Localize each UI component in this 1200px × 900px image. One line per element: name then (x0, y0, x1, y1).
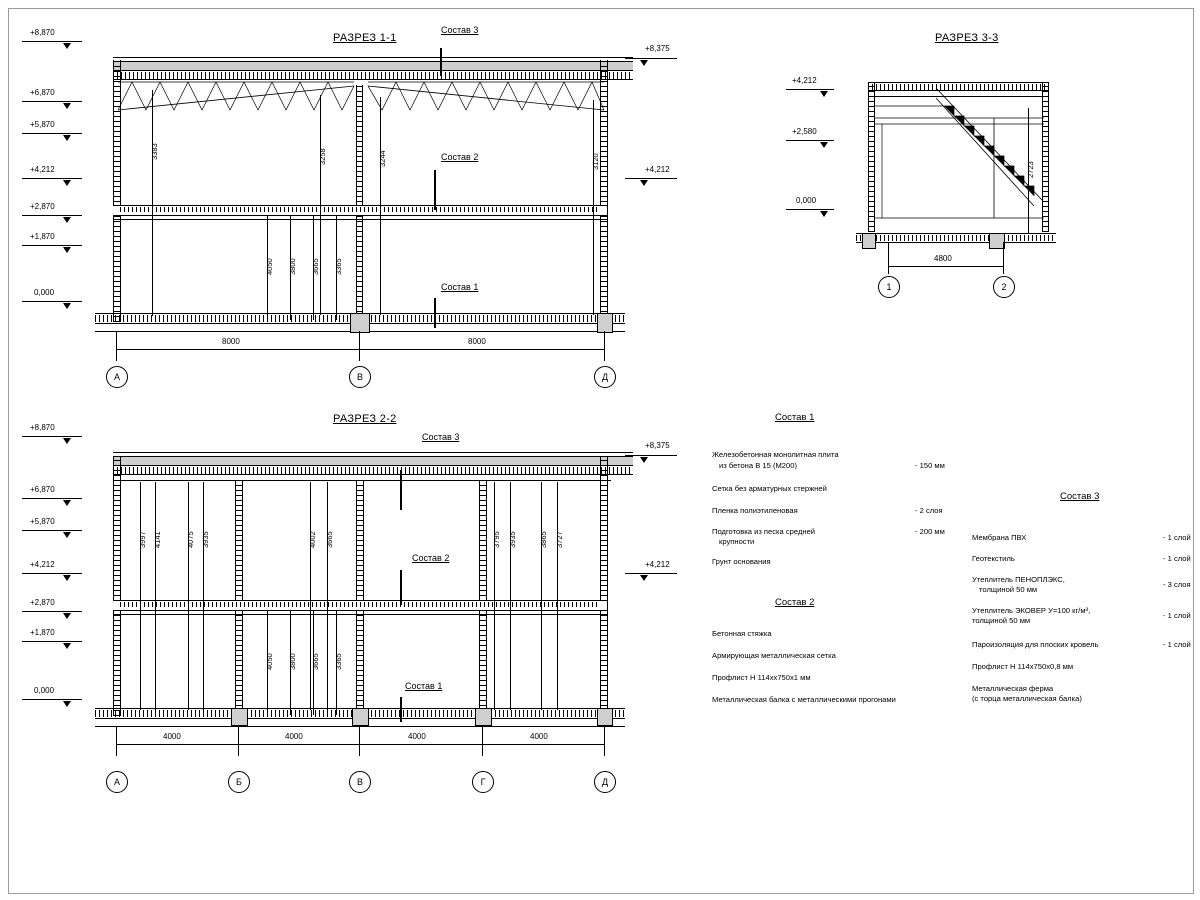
legend-1-item-0: Железобетонная монолитная плита (712, 450, 839, 459)
column-edge (363, 480, 364, 716)
dim-value: 3665 (325, 531, 334, 548)
footing-pad (352, 708, 369, 726)
level-mark: +4,212 (792, 76, 817, 85)
level-line (625, 573, 677, 574)
dim-value: 4050 (265, 258, 274, 275)
level-mark: +6,870 (30, 485, 55, 494)
level-line (22, 178, 82, 179)
roof-top-line (113, 452, 633, 453)
dim-value: 3935 (201, 531, 210, 548)
legend-3-value-2: - 3 слоя (1163, 580, 1191, 589)
level-line (22, 301, 82, 302)
column-edge (242, 480, 243, 716)
callout-leader (440, 48, 442, 76)
level-line (625, 178, 677, 179)
dim-line (380, 97, 381, 315)
dim-value: 3665 (311, 653, 320, 670)
footing-pad (597, 313, 613, 333)
column-edge (607, 456, 608, 716)
legend-1-item-0b: из бетона В 15 (М200) (719, 461, 797, 470)
callout-sostav-3: Состав 3 (422, 432, 460, 442)
roof-deck-line (113, 474, 633, 475)
level-arrow-icon (640, 180, 648, 186)
dim-value: 4002 (308, 531, 317, 548)
level-arrow-icon (63, 180, 71, 186)
legend-3-item-3: Утеплитель ЭКОВЕР У=100 кг/м³, (972, 606, 1091, 615)
column-axis-a (113, 60, 120, 322)
level-mark: 0,000 (34, 288, 55, 297)
span-dim-value: 4000 (163, 732, 181, 741)
level-line (22, 215, 82, 216)
dim-value: 4141 (153, 531, 162, 548)
axis-line (238, 726, 239, 756)
level-line (786, 89, 834, 90)
dim-value: 3665 (311, 258, 320, 275)
callout-sostav-2: Состав 2 (441, 152, 479, 162)
level-line (22, 498, 82, 499)
section-3-3-title: РАЗРЕЗ 3-3 (935, 32, 999, 44)
legend-1-item-1: Сетка без арматурных стержней (712, 484, 827, 493)
dim-value: 3865 (539, 531, 548, 548)
stair-flight (874, 88, 1049, 233)
callout-sostav-3: Состав 3 (441, 25, 479, 35)
level-arrow-icon (820, 91, 828, 97)
legend-3-item-2b: толщиной 50 мм (979, 585, 1038, 594)
dim-line (494, 482, 495, 710)
dim-line (593, 100, 594, 315)
dim-value: 3795 (492, 531, 501, 548)
axis-line (359, 331, 360, 361)
dim-line (557, 482, 558, 710)
level-line (22, 611, 82, 612)
dim-line (155, 482, 156, 710)
axis-bubble-v: В (349, 771, 371, 793)
level-arrow-icon (640, 60, 648, 66)
roof-truss-right (368, 80, 608, 118)
level-arrow-icon (63, 103, 71, 109)
legend-2-title: Состав 2 (775, 597, 815, 608)
level-mark-right: +8,375 (645, 441, 670, 450)
column-edge (113, 60, 114, 322)
ground-base-line (95, 726, 625, 727)
column-edge (600, 456, 601, 716)
level-arrow-icon (63, 217, 71, 223)
level-line (22, 245, 82, 246)
s33-ground-top (856, 233, 1056, 234)
level-arrow-icon (63, 247, 71, 253)
callout-leader (400, 570, 402, 605)
level-line (22, 530, 82, 531)
dim-value: 3383 (150, 143, 159, 160)
level-line (786, 140, 834, 141)
level-mark-right: +4,212 (645, 560, 670, 569)
roof-top-line (113, 57, 633, 58)
axis-bubble-1: 1 (878, 276, 900, 298)
dim-value: 3258 (318, 148, 327, 165)
span-dim-value: 8000 (468, 337, 486, 346)
column-edge (120, 456, 121, 716)
level-line (22, 133, 82, 134)
span-dim-line (888, 266, 1003, 267)
dim-line (140, 482, 141, 710)
legend-3-item-6: Металлическая ферма (972, 684, 1054, 693)
legend-3-item-0: Мембрана ПВХ (972, 533, 1027, 542)
level-line (22, 436, 82, 437)
dim-value: 3997 (138, 531, 147, 548)
callout-sostav-2: Состав 2 (412, 553, 450, 563)
level-mark: +6,870 (30, 88, 55, 97)
level-mark: +8,870 (30, 423, 55, 432)
dim-value: 3244 (378, 150, 387, 167)
level-arrow-icon (63, 532, 71, 538)
legend-3-value-0: - 1 слой (1163, 533, 1191, 542)
axis-bubble-2: 2 (993, 276, 1015, 298)
axis-line (888, 242, 889, 274)
column-edge (362, 85, 363, 322)
dim-line (541, 482, 542, 710)
roof-truss-left (118, 80, 358, 118)
legend-3-item-3b: толщиной 50 мм (972, 616, 1031, 625)
level-arrow-icon (640, 457, 648, 463)
dim-value: 4075 (186, 531, 195, 548)
roof-slab (113, 61, 633, 71)
callout-sostav-1: Состав 1 (405, 681, 443, 691)
column-edge (120, 60, 121, 322)
axis-bubble-g: Г (472, 771, 494, 793)
level-arrow-icon (63, 613, 71, 619)
column-edge (479, 480, 480, 716)
dim-value: 3935 (508, 531, 517, 548)
legend-2-item-1: Армирующая металлическая сетка (712, 651, 836, 660)
roof-deck-hatch (113, 467, 633, 474)
legend-1-value-3: - 200 мм (915, 527, 945, 536)
axis-line (1003, 242, 1004, 274)
callout-sostav-1: Состав 1 (441, 282, 479, 292)
section-1-1-title: РАЗРЕЗ 1-1 (333, 32, 397, 44)
legend-1-title: Состав 1 (775, 412, 815, 423)
s33-top-line (868, 82, 1048, 83)
level-line (786, 209, 834, 210)
column-axis-d (600, 60, 607, 322)
legend-1-item-2: Пленка полиэтиленовая (712, 506, 798, 515)
legend-3-value-4: - 1 слой (1163, 640, 1191, 649)
callout-leader (434, 170, 436, 210)
callout-leader (400, 470, 402, 510)
legend-2-item-2: Профлист Н 114хх750х1 мм (712, 673, 811, 682)
legend-1-value-0: - 150 мм (915, 461, 945, 470)
legend-3-value-1: - 1 слой (1163, 554, 1191, 563)
level-mark: +1,870 (30, 628, 55, 637)
dim-line (310, 482, 311, 710)
column-edge (600, 60, 601, 322)
axis-line (604, 726, 605, 756)
axis-bubble-v: В (349, 366, 371, 388)
dim-value: 3120 (591, 153, 600, 170)
column-edge (486, 480, 487, 716)
level-line (625, 58, 677, 59)
level-mark: +1,870 (30, 232, 55, 241)
legend-1-item-3: Подготовка из песка средней (712, 527, 816, 536)
level-arrow-icon (820, 142, 828, 148)
level-arrow-icon (63, 575, 71, 581)
column-edge (607, 60, 608, 322)
column-edge (356, 480, 357, 716)
footing-pad (597, 708, 613, 726)
legend-3-item-1: Геотекстиль (972, 554, 1015, 563)
dim-line (510, 482, 511, 710)
floor-hatch (120, 207, 600, 212)
dim-value: 2723 (1026, 161, 1035, 178)
dim-value: 3800 (288, 653, 297, 670)
column-edge (356, 85, 357, 322)
dim-line (320, 95, 321, 315)
level-arrow-icon (63, 701, 71, 707)
level-arrow-icon (63, 43, 71, 49)
level-line (22, 573, 82, 574)
dim-value: 3727 (555, 531, 564, 548)
callout-leader (434, 298, 436, 328)
floor-hatch (120, 602, 600, 607)
axis-bubble-d: Д (594, 366, 616, 388)
span-dim-value: 4000 (408, 732, 426, 741)
level-mark: +2,870 (30, 598, 55, 607)
level-arrow-icon (640, 575, 648, 581)
legend-3-item-6b: (с торца металлическая балка) (972, 694, 1082, 703)
callout-leader (400, 697, 402, 722)
axis-line (604, 331, 605, 361)
level-mark: +2,870 (30, 202, 55, 211)
axis-bubble-d: Д (594, 771, 616, 793)
column-edge (868, 82, 869, 232)
dim-value: 3800 (288, 258, 297, 275)
level-mark: +2,580 (792, 127, 817, 136)
column-edge (113, 456, 114, 716)
axis-line (116, 331, 117, 361)
legend-3-title: Состав 3 (1060, 491, 1100, 502)
level-line (22, 41, 82, 42)
level-arrow-icon (63, 438, 71, 444)
level-line (22, 699, 82, 700)
span-dim-line (116, 349, 605, 350)
roof-slab (113, 456, 633, 466)
dim-line (203, 482, 204, 710)
span-dim-value: 8000 (222, 337, 240, 346)
dim-value: 3365 (334, 258, 343, 275)
legend-1-item-4: Грунт основания (712, 557, 771, 566)
legend-3-value-3: - 1 слой (1163, 611, 1191, 620)
legend-1-item-3b: крупности (719, 537, 755, 546)
legend-3-item-5: Профлист Н 114х750х0,8 мм (972, 662, 1074, 671)
section-2-2-title: РАЗРЕЗ 2-2 (333, 413, 397, 425)
s33-ground-hatch (856, 235, 1056, 241)
span-dim-line (116, 744, 605, 745)
dim-value: 3365 (334, 653, 343, 670)
axis-bubble-b: Б (228, 771, 250, 793)
column-axis-v (356, 480, 363, 716)
floor-bottom-line (113, 219, 607, 220)
legend-2-item-3: Металлическая балка с металлическими прогонами (712, 695, 896, 704)
level-mark-right: +8,375 (645, 44, 670, 53)
axis-line (359, 726, 360, 756)
legend-1-value-2: - 2 слоя (915, 506, 943, 515)
span-dim-value: 4000 (285, 732, 303, 741)
level-mark: 0,000 (796, 196, 817, 205)
level-mark: +4,212 (30, 560, 55, 569)
column-axis-b (235, 480, 242, 716)
dim-line (152, 90, 153, 316)
level-mark: +5,870 (30, 120, 55, 129)
level-line (22, 101, 82, 102)
footing-pad (862, 233, 876, 249)
footing-pad (231, 708, 248, 726)
span-dim-value: 4800 (934, 254, 952, 263)
legend-3-item-4: Пароизоляция для плоских кровель (972, 640, 1099, 649)
column-axis-a (113, 456, 120, 716)
column-axis-g (479, 480, 486, 716)
axis-bubble-a: А (106, 366, 128, 388)
axis-bubble-a: А (106, 771, 128, 793)
footing-pad (350, 313, 370, 333)
level-arrow-icon (63, 643, 71, 649)
level-mark: +4,212 (30, 165, 55, 174)
level-arrow-icon (820, 211, 828, 217)
level-line (22, 641, 82, 642)
dim-value: 4050 (265, 653, 274, 670)
level-arrow-icon (63, 303, 71, 309)
legend-3-item-2: Утеплитель ПЕНОПЛЭКС, (972, 575, 1065, 584)
footing-pad (475, 708, 492, 726)
level-arrow-icon (63, 135, 71, 141)
dim-line (188, 482, 189, 710)
span-dim-value: 4000 (530, 732, 548, 741)
level-mark: 0,000 (34, 686, 55, 695)
s33-ground-bottom (856, 242, 1056, 243)
level-mark-right: +4,212 (645, 165, 670, 174)
legend-2-item-0: Бетонная стяжка (712, 629, 772, 638)
axis-line (116, 726, 117, 756)
column-axis-d (600, 456, 607, 716)
level-mark: +5,870 (30, 517, 55, 526)
column-edge (235, 480, 236, 716)
axis-line (482, 726, 483, 756)
roof-deck-hatch (113, 72, 633, 79)
dim-line (327, 482, 328, 710)
level-arrow-icon (63, 500, 71, 506)
level-mark: +8,870 (30, 28, 55, 37)
